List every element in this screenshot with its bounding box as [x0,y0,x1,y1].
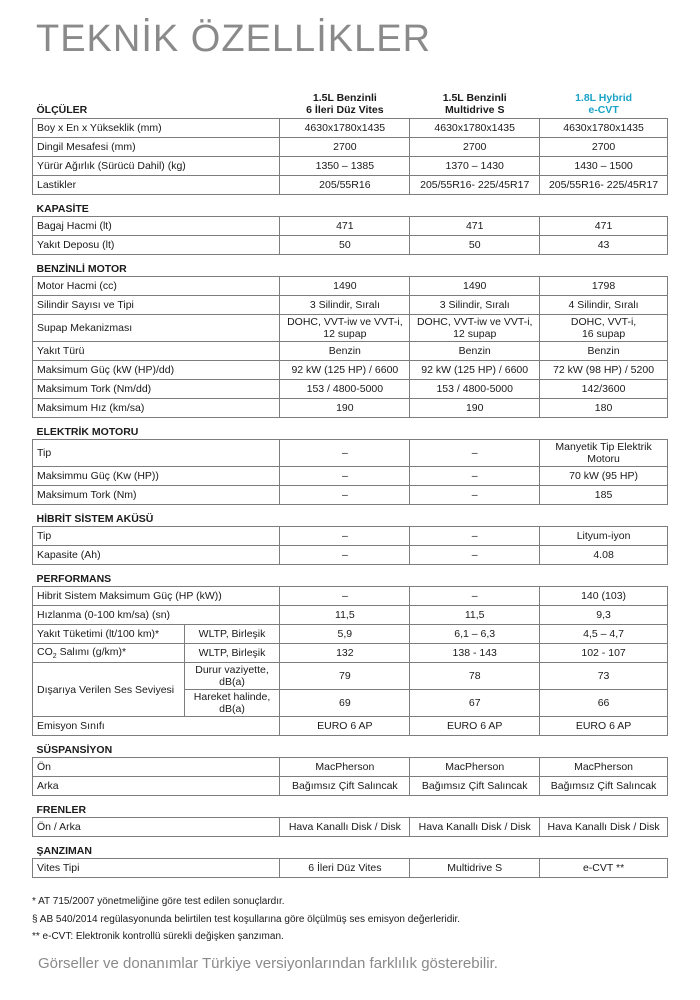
table-cell: 180 [540,399,668,418]
table-cell: 102 - 107 [540,644,668,663]
table-cell: DOHC, VVT-iw ve VVT-i, 12 supap [410,315,540,342]
table-cell: 6 İleri Düz Vites [280,859,410,878]
table-cell: 79 [280,663,410,690]
table-cell: Hava Kanallı Disk / Disk [280,818,410,837]
table-cell: 1350 – 1385 [280,157,410,176]
table-row [33,399,668,418]
table-cell: SÜSPANSİYON [36,744,113,756]
table-cell: 11,5 [410,606,540,625]
table-cell: Motor Hacmi (cc) [33,277,280,296]
table-cell: 471 [540,217,668,236]
table-cell: 4630x1780x1435 [410,119,540,138]
table-cell: – [410,527,540,546]
table-cell: Ön / Arka [33,818,280,837]
table-row [33,440,668,467]
table-cell: Hava Kanallı Disk / Disk [540,818,668,837]
table-cell: MacPherson [280,758,410,777]
table-cell: 1490 [410,277,540,296]
table-row [33,277,668,296]
section-performans [33,565,668,587]
col-header-hybrid: 1.8L Hybrid e-CVT [575,92,633,116]
table-cell: 205/55R16- 225/45R17 [540,176,668,195]
table-cell: DOHC, VVT-iw ve VVT-i, 12 supap [280,315,410,342]
table-cell: ŞANZIMAN [36,845,92,857]
spec-table [32,80,668,878]
table-cell: Ön [33,758,280,777]
section-olculer: ÖLÇÜLER [36,104,88,116]
section-frenler [33,796,668,818]
table-cell: 73 [540,663,668,690]
table-row [33,644,668,663]
table-cell: 2700 [410,138,540,157]
table-cell: 9,3 [540,606,668,625]
table-cell: BENZİNLİ MOTOR [36,263,127,275]
col-header-multidrive: 1.5L Benzinli Multidrive S [442,92,507,116]
table-cell: Supap Mekanizması [33,315,280,342]
table-cell: KAPASİTE [36,203,89,215]
table-cell: Durur vaziyette, dB(a) [184,663,280,690]
table-row [33,717,668,736]
table-cell: EURO 6 AP [280,717,410,736]
table-cell: Yakıt Türü [33,342,280,361]
table-cell: – [280,440,410,467]
table-cell: ELEKTRİK MOTORU [36,426,139,438]
table-cell: WLTP, Birleşik [184,625,280,644]
table-cell: 190 [280,399,410,418]
table-cell: 50 [280,236,410,255]
table-cell: Maksimum Tork (Nm/dd) [33,380,280,399]
table-cell: Benzin [280,342,410,361]
table-row [33,486,668,505]
table-row [33,587,668,606]
table-cell: 70 kW (95 HP) [540,467,668,486]
table-row [33,296,668,315]
table-cell: Bağımsız Çift Salıncak [540,777,668,796]
table-cell: Tip [33,440,280,467]
table-cell: 138 - 143 [410,644,540,663]
table-cell: 471 [280,217,410,236]
section-sanziman [33,837,668,859]
table-row [33,527,668,546]
footnote: § AB 540/2014 regülasyonunda belirtilen test koşullarına göre ölçülmüş ses emisyon değerleridir. [32,913,461,925]
table-cell: – [280,546,410,565]
table-cell: – [280,486,410,505]
table-cell: Arka [33,777,280,796]
table-row [33,859,668,878]
table-cell: 66 [540,690,668,717]
table-cell: 1370 – 1430 [410,157,540,176]
table-cell: 4.08 [540,546,668,565]
table-cell: EURO 6 AP [540,717,668,736]
table-cell: Bağımsız Çift Salıncak [280,777,410,796]
table-cell: – [280,527,410,546]
table-cell: 4630x1780x1435 [280,119,410,138]
table-cell: 3 Silindir, Sıralı [280,296,410,315]
table-cell: 2700 [540,138,668,157]
table-row [33,361,668,380]
table-cell: WLTP, Birleşik [184,644,280,663]
table-cell: 11,5 [280,606,410,625]
table-cell: MacPherson [540,758,668,777]
table-cell: 1430 – 1500 [540,157,668,176]
table-cell: 78 [410,663,540,690]
table-cell: – [410,587,540,606]
table-row [33,138,668,157]
table-row [33,625,668,644]
table-row [33,546,668,565]
table-cell: 3 Silindir, Sıralı [410,296,540,315]
table-cell: – [410,467,540,486]
table-cell: Yakıt Deposu (lt) [33,236,280,255]
table-cell: MacPherson [410,758,540,777]
table-row [33,663,668,690]
table-cell: Bağımsız Çift Salıncak [410,777,540,796]
table-cell: 142/3600 [540,380,668,399]
table-cell: 185 [540,486,668,505]
table-cell: $CO_2$ Salımı (g/km)* [33,644,185,663]
table-cell: 140 (103) [540,587,668,606]
table-row [33,777,668,796]
table-cell: Maksimum Hız (km/sa) [33,399,280,418]
table-cell: EURO 6 AP [410,717,540,736]
table-cell: Hava Kanallı Disk / Disk [410,818,540,837]
table-cell: 2700 [280,138,410,157]
table-cell: Benzin [540,342,668,361]
table-cell: Lityum-iyon [540,527,668,546]
section-hibrit-aku [33,505,668,527]
table-cell: 72 kW (98 HP) / 5200 [540,361,668,380]
table-cell: Maksimmu Güç (Kw (HP)) [33,467,280,486]
table-cell: 43 [540,236,668,255]
table-cell: DOHC, VVT-i, 16 supap [540,315,668,342]
table-cell: Emisyon Sınıfı [33,717,280,736]
table-row [33,157,668,176]
table-cell: Yakıt Tüketimi (lt/100 km)* [33,625,185,644]
table-cell: 190 [410,399,540,418]
table-cell: Hibrit Sistem Maksimum Güç (HP (kW)) [33,587,280,606]
table-cell: e-CVT ** [540,859,668,878]
table-cell: Maksimum Tork (Nm) [33,486,280,505]
table-cell: – [280,467,410,486]
table-cell: Hızlanma (0-100 km/sa) (sn) [33,606,280,625]
table-row [33,236,668,255]
table-row [33,119,668,138]
table-row [33,606,668,625]
table-cell: 6,1 – 6,3 [410,625,540,644]
page-title: TEKNİK ÖZELLİKLER [36,18,432,60]
table-header [33,80,668,119]
table-cell: Bagaj Hacmi (lt) [33,217,280,236]
disclaimer: Görseller ve donanımlar Türkiye versiyonlarından farklılık gösterebilir. [38,955,498,972]
table-cell: Vites Tipi [33,859,280,878]
table-cell: – [410,546,540,565]
table-cell: Silindir Sayısı ve Tipi [33,296,280,315]
table-cell: 1798 [540,277,668,296]
table-cell: Lastikler [33,176,280,195]
table-row [33,315,668,342]
table-cell: 153 / 4800-5000 [280,380,410,399]
table-cell: Dingil Mesafesi (mm) [33,138,280,157]
table-cell: – [410,486,540,505]
table-cell: HİBRİT SİSTEM AKÜSÜ [36,513,154,525]
table-cell: Manyetik Tip Elektrik Motoru [540,440,668,467]
table-cell: 5,9 [280,625,410,644]
table-cell: 205/55R16- 225/45R17 [410,176,540,195]
table-cell: Boy x En x Yükseklik (mm) [33,119,280,138]
table-row [33,758,668,777]
section-benzinli-motor [33,255,668,277]
table-row [33,818,668,837]
col-header-manual: 1.5L Benzinli 6 İleri Düz Vites [306,92,384,116]
table-cell: Maksimum Güç (kW (HP)/dd) [33,361,280,380]
table-cell: 4630x1780x1435 [540,119,668,138]
footnote: * AT 715/2007 yönetmeliğine göre test edilen sonuçlardır. [32,896,285,907]
table-cell: Multidrive S [410,859,540,878]
table-cell: – [280,587,410,606]
table-row [33,380,668,399]
table-cell: 50 [410,236,540,255]
table-cell: 132 [280,644,410,663]
table-cell: Dışarıya Verilen Ses Seviyesi [33,663,185,717]
section-elektrik-motoru [33,418,668,440]
table-cell: 471 [410,217,540,236]
section-suspansiyon [33,736,668,758]
table-cell: 4,5 – 4,7 [540,625,668,644]
table-row [33,467,668,486]
table-cell: 92 kW (125 HP) / 6600 [280,361,410,380]
section-kapasite [33,195,668,217]
table-cell: Hareket halinde, dB(a) [184,690,280,717]
table-cell: PERFORMANS [36,573,112,585]
table-cell: 205/55R16 [280,176,410,195]
table-cell: – [410,440,540,467]
table-cell: 69 [280,690,410,717]
footnote: ** e-CVT: Elektronik kontrollü sürekli değişken şanzıman. [32,931,284,942]
table-cell: Yürür Ağırlık (Sürücü Dahil) (kg) [33,157,280,176]
table-row [33,176,668,195]
table-cell: 1490 [280,277,410,296]
footnotes [32,893,460,946]
table-cell: Tip [33,527,280,546]
table-row [33,342,668,361]
table-cell: 92 kW (125 HP) / 6600 [410,361,540,380]
table-cell: 67 [410,690,540,717]
table-cell: Kapasite (Ah) [33,546,280,565]
table-cell: 153 / 4800-5000 [410,380,540,399]
table-cell: Benzin [410,342,540,361]
table-row [33,217,668,236]
table-cell: FRENLER [36,804,87,816]
table-cell: 4 Silindir, Sıralı [540,296,668,315]
